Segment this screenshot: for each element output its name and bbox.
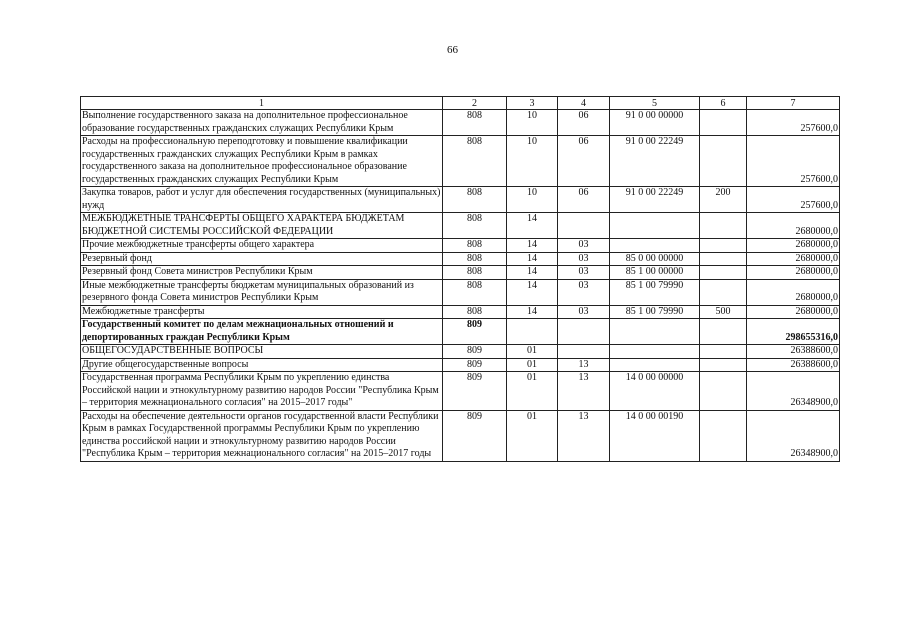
ved-code-cell: 808	[443, 305, 507, 319]
expense-type-cell	[700, 266, 747, 280]
expense-type-cell	[700, 319, 747, 345]
ved-code-cell: 809	[443, 410, 507, 461]
row-name-cell: Резервный фонд Совета министров Республики Крым	[81, 266, 443, 280]
row-name-cell: Прочие межбюджетные трансферты общего характера	[81, 239, 443, 253]
table-row	[81, 239, 840, 253]
ved-code-cell: 808	[443, 110, 507, 136]
target-article-cell	[610, 319, 700, 345]
subsection-cell	[558, 345, 610, 359]
amount-cell: 2680000,0	[747, 279, 840, 305]
amount-cell: 257600,0	[747, 187, 840, 213]
row-name-cell: Закупка товаров, работ и услуг для обеспечения государственных (муниципальных) нужд	[81, 187, 443, 213]
expense-type-cell	[700, 358, 747, 372]
ved-code-cell: 809	[443, 319, 507, 345]
subsection-cell: 03	[558, 266, 610, 280]
table-row	[81, 279, 840, 305]
ved-code-cell: 808	[443, 213, 507, 239]
row-name-cell: ОБЩЕГОСУДАРСТВЕННЫЕ ВОПРОСЫ	[81, 345, 443, 359]
subsection-cell: 13	[558, 358, 610, 372]
subsection-cell	[558, 213, 610, 239]
ved-code-cell: 808	[443, 136, 507, 187]
subsection-cell	[558, 319, 610, 345]
table-row	[81, 319, 840, 345]
section-cell: 14	[507, 266, 558, 280]
section-cell: 10	[507, 136, 558, 187]
section-cell: 14	[507, 252, 558, 266]
row-name-cell: Государственный комитет по делам межнациональных отношений и депортированных граждан Республики Крым	[81, 319, 443, 345]
amount-cell: 298655316,0	[747, 319, 840, 345]
row-name-cell: Расходы на обеспечение деятельности органов государственной власти Республики Крым в рамках Государственной программы Республики Крым по укреплению единства российской нации и этнокультурному развитию народов России "Республика Крым – территория межнационального согласия" на 2015–2017 годы	[81, 410, 443, 461]
table-row	[81, 213, 840, 239]
section-cell: 01	[507, 372, 558, 411]
subsection-cell: 06	[558, 110, 610, 136]
amount-cell: 2680000,0	[747, 266, 840, 280]
amount-cell: 257600,0	[747, 110, 840, 136]
row-name-cell: Расходы на профессиональную переподготовку и повышение квалификации государственных гражданских служащих Республики Крым в рамках государственного заказа на дополнительное профессиональное образование государственных гражданских служащих Республики Крым	[81, 136, 443, 187]
header-cell: 2	[443, 97, 507, 110]
expense-type-cell	[700, 345, 747, 359]
section-cell: 14	[507, 213, 558, 239]
row-name-cell: Иные межбюджетные трансферты бюджетам муниципальных образований из резервного фонда Совета министров Республики Крым	[81, 279, 443, 305]
subsection-cell: 03	[558, 239, 610, 253]
target-article-cell: 85 1 00 79990	[610, 305, 700, 319]
row-name-cell: Межбюджетные трансферты	[81, 305, 443, 319]
ved-code-cell: 809	[443, 372, 507, 411]
ved-code-cell: 809	[443, 345, 507, 359]
subsection-cell: 13	[558, 372, 610, 411]
section-cell: 10	[507, 187, 558, 213]
row-name-cell: Выполнение государственного заказа на дополнительное профессиональное образование государственных гражданских служащих Республики Крым	[81, 110, 443, 136]
expense-type-cell	[700, 110, 747, 136]
target-article-cell: 85 1 00 79990	[610, 279, 700, 305]
target-article-cell	[610, 213, 700, 239]
target-article-cell: 91 0 00 22249	[610, 136, 700, 187]
table-row	[81, 305, 840, 319]
table-row	[81, 372, 840, 411]
subsection-cell: 06	[558, 136, 610, 187]
subsection-cell: 03	[558, 305, 610, 319]
table-row	[81, 266, 840, 280]
table-row	[81, 187, 840, 213]
expense-type-cell	[700, 279, 747, 305]
target-article-cell: 91 0 00 22249	[610, 187, 700, 213]
target-article-cell	[610, 345, 700, 359]
subsection-cell: 03	[558, 252, 610, 266]
subsection-cell: 13	[558, 410, 610, 461]
expense-type-cell	[700, 136, 747, 187]
amount-cell: 257600,0	[747, 136, 840, 187]
target-article-cell: 14 0 00 00190	[610, 410, 700, 461]
target-article-cell: 91 0 00 00000	[610, 110, 700, 136]
expense-type-cell	[700, 239, 747, 253]
table-row	[81, 252, 840, 266]
expense-type-cell: 500	[700, 305, 747, 319]
table-row	[81, 410, 840, 461]
section-cell: 01	[507, 345, 558, 359]
subsection-cell: 03	[558, 279, 610, 305]
amount-cell: 26348900,0	[747, 372, 840, 411]
expense-type-cell	[700, 213, 747, 239]
ved-code-cell: 808	[443, 266, 507, 280]
table-row	[81, 345, 840, 359]
subsection-cell: 06	[558, 187, 610, 213]
section-cell: 14	[507, 305, 558, 319]
page-number: 66	[447, 44, 458, 56]
amount-cell: 2680000,0	[747, 305, 840, 319]
header-row	[81, 97, 840, 110]
section-cell: 01	[507, 410, 558, 461]
header-cell: 7	[747, 97, 840, 110]
table-row	[81, 110, 840, 136]
target-article-cell: 14 0 00 00000	[610, 372, 700, 411]
row-name-cell: Другие общегосударственные вопросы	[81, 358, 443, 372]
ved-code-cell: 808	[443, 279, 507, 305]
row-name-cell: МЕЖБЮДЖЕТНЫЕ ТРАНСФЕРТЫ ОБЩЕГО ХАРАКТЕРА БЮДЖЕТАМ БЮДЖЕТНОЙ СИСТЕМЫ РОССИЙСКОЙ ФЕДЕРАЦИИ	[81, 213, 443, 239]
target-article-cell	[610, 358, 700, 372]
header-cell: 3	[507, 97, 558, 110]
header-cell: 5	[610, 97, 700, 110]
target-article-cell: 85 0 00 00000	[610, 252, 700, 266]
table-row	[81, 136, 840, 187]
amount-cell: 26348900,0	[747, 410, 840, 461]
ved-code-cell: 808	[443, 187, 507, 213]
header-cell: 4	[558, 97, 610, 110]
expense-type-cell	[700, 410, 747, 461]
row-name-cell: Государственная программа Республики Крым по укреплению единства Российской нации и этнокультурному развитию народов России "Республика Крым – территория межнационального согласия" на 2015–2017 годы"	[81, 372, 443, 411]
amount-cell: 2680000,0	[747, 213, 840, 239]
ved-code-cell: 809	[443, 358, 507, 372]
budget-table	[80, 96, 840, 462]
target-article-cell: 85 1 00 00000	[610, 266, 700, 280]
amount-cell: 2680000,0	[747, 252, 840, 266]
header-cell: 1	[81, 97, 443, 110]
ved-code-cell: 808	[443, 252, 507, 266]
expense-type-cell	[700, 372, 747, 411]
expense-type-cell	[700, 252, 747, 266]
target-article-cell	[610, 239, 700, 253]
expense-type-cell: 200	[700, 187, 747, 213]
header-cell: 6	[700, 97, 747, 110]
section-cell	[507, 319, 558, 345]
table-row	[81, 358, 840, 372]
ved-code-cell: 808	[443, 239, 507, 253]
amount-cell: 2680000,0	[747, 239, 840, 253]
amount-cell: 26388600,0	[747, 358, 840, 372]
section-cell: 01	[507, 358, 558, 372]
section-cell: 14	[507, 239, 558, 253]
section-cell: 10	[507, 110, 558, 136]
row-name-cell: Резервный фонд	[81, 252, 443, 266]
section-cell: 14	[507, 279, 558, 305]
amount-cell: 26388600,0	[747, 345, 840, 359]
